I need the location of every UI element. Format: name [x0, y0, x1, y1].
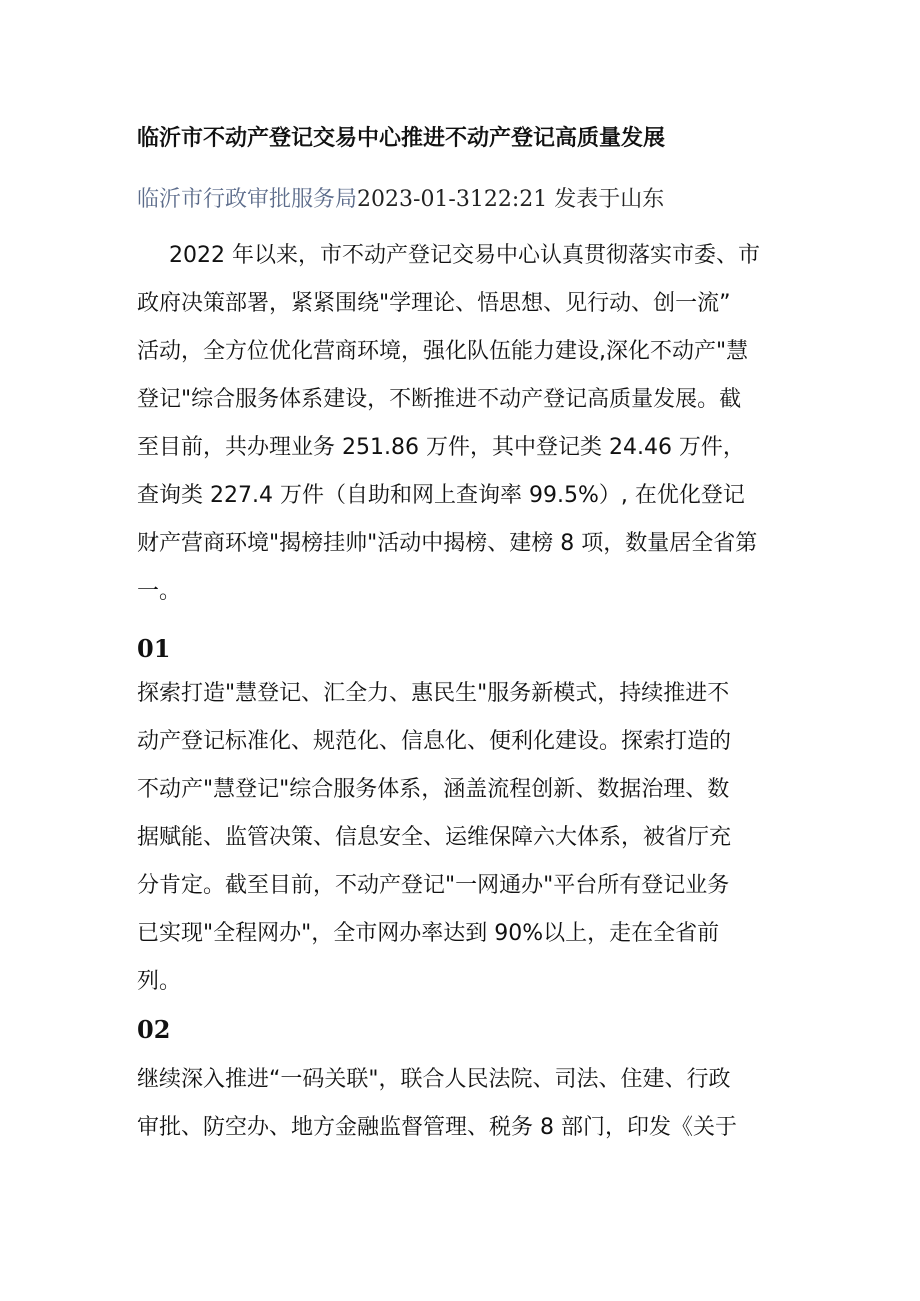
intro-line: 一。	[137, 579, 182, 604]
intro-line: 活动，全方位优化营商环境，强化队伍能力建设,深化不动产"慧	[137, 339, 749, 364]
intro-line: 至目前，共办理业务 251.86 万件，其中登记类 24.46 万件，	[137, 435, 745, 460]
section-number: 02	[137, 1015, 171, 1044]
intro-line: 登记"综合服务体系建设，不断推进不动产登记高质量发展。截	[137, 387, 742, 412]
byline-datetime: 2023-01-3122:21	[357, 187, 548, 212]
section-line: 不动产"慧登记"综合服务体系，涵盖流程创新、数据治理、数	[137, 777, 730, 802]
section-line: 分肯定。截至目前，不动产登记"一网通办"平台所有登记业务	[137, 873, 730, 898]
intro-line: 政府决策部署，紧紧围绕"学理论、悟思想、见行动、创一流”	[137, 291, 731, 316]
intro-paragraph	[137, 232, 760, 616]
byline-location: 发表于山东	[554, 187, 665, 212]
byline-source[interactable]: 临沂市行政审批服务局	[137, 187, 358, 212]
section-paragraph	[137, 1056, 737, 1152]
intro-line: 2022 年以来，市不动产登记交易中心认真贯彻落实市委、市	[169, 243, 760, 268]
section-number: 01	[137, 634, 171, 663]
section-line: 探索打造"慧登记、汇全力、惠民生"服务新模式，持续推进不	[137, 681, 730, 706]
section-line: 据赋能、监管决策、信息安全、运维保障六大体系，被省厅充	[137, 825, 732, 850]
article-byline	[137, 182, 857, 218]
intro-line: 财产营商环境"揭榜挂帅"活动中揭榜、建榜 8 项，数量居全省第	[137, 531, 758, 556]
section-line: 已实现"全程网办"，全市网办率达到 90%以上，走在全省前	[137, 921, 720, 946]
article-title: 临沂市不动产登记交易中心推进不动产登记高质量发展	[137, 126, 666, 151]
intro-line: 查询类 227.4 万件（自助和网上查询率 99.5%）, 在优化登记	[137, 483, 745, 508]
section-paragraph	[137, 670, 731, 1006]
section-line: 审批、防空办、地方金融监督管理、税务 8 部门，印发《关于	[137, 1115, 737, 1140]
section-line: 动产登记标准化、规范化、信息化、便利化建设。探索打造的	[137, 729, 732, 754]
section-line: 继续深入推进“一码关联"，联合人民法院、司法、住建、行政	[137, 1067, 731, 1092]
section-line: 列。	[137, 969, 182, 994]
